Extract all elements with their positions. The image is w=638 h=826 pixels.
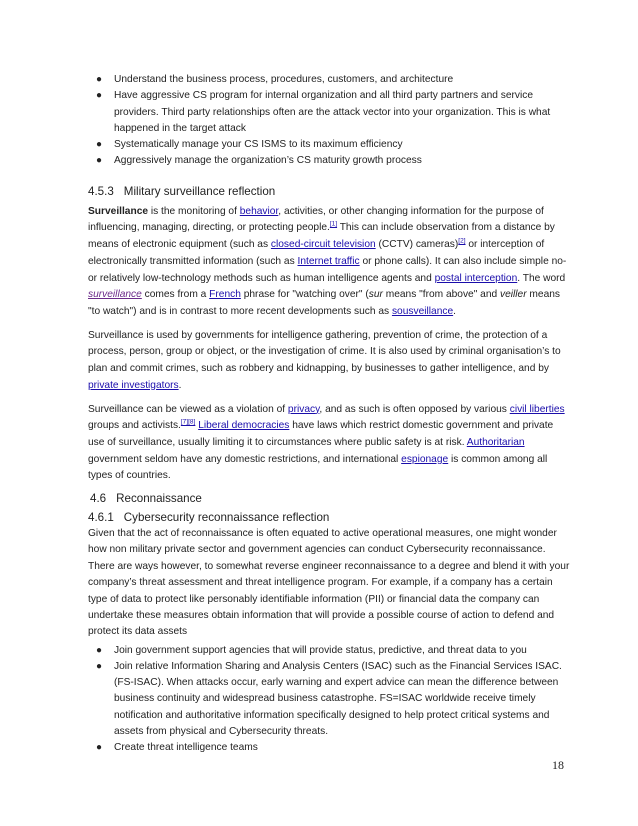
link-espionage[interactable]: espionage: [401, 453, 449, 465]
bullet-list-bottom: [88, 643, 570, 756]
link-authoritarian[interactable]: Authoritarian: [466, 436, 525, 448]
bullet-icon: ●: [96, 74, 103, 85]
list-item: ● Aggressively manage the organization’s CS maturity growth process: [88, 153, 570, 169]
bullet-icon: ●: [96, 139, 103, 151]
link-private-investigators[interactable]: private investigators: [88, 379, 179, 391]
link-internet-traffic[interactable]: Internet traffic: [297, 255, 360, 267]
list-item: ● Create threat intelligence teams: [88, 740, 570, 756]
link-liberal-democracies[interactable]: Liberal democracies: [198, 420, 290, 432]
citation-link[interactable]: [1]: [329, 221, 338, 229]
link-privacy[interactable]: privacy: [287, 403, 320, 415]
reconnaissance-paragraph: Given that the act of reconnaissance is often equated to active operational measures, one might wonder how non military private sector and government agencies can conduct Cybersecurity reconnaissance. There are ways however, to somewhat reverse engineer reconnaissance to a degree and blend it with your company’s threat assessment and threat intelligence program. For example, if a company has a certain type of data to protect like personably identifiable information (PII) or financial data the company can undertake these measures obtain information that will provide a possible course of action to defend and protect its data assets: [88, 528, 570, 638]
term-surveillance: Surveillance: [88, 205, 149, 217]
bullet-icon: ●: [96, 644, 103, 656]
bullet-icon: ●: [96, 661, 103, 673]
privacy-paragraph: Surveillance can be viewed as a violation of privacy, and as such is often opposed by various civil liberties groups and activists.[7][8] Liberal democracies have laws which restrict domestic government and private use of surveillance, usually limiting it to circumstances where public safety is at risk. Authoritarian government seldom have any domestic restrictions, and international espionage is common among all types of countries.: [88, 403, 565, 482]
page-number: 18: [552, 758, 564, 772]
section-heading-4-5-3: 4.5.3 Military surveillance reflection: [88, 184, 276, 198]
link-civil-liberties[interactable]: civil liberties: [509, 403, 565, 415]
list-item: ● Understand the business process, procedures, customers, and architecture: [88, 72, 570, 88]
list-item: ● Have aggressive CS program for internal organization and all third party partners and service providers. Third party relationships often are the attack vector into your organization. This is what happened in the target attack: [96, 90, 551, 134]
bullet-icon: ●: [96, 742, 103, 754]
page-content: [88, 72, 570, 756]
list-item: ● Systematically manage your CS ISMS to its maximum efficiency: [88, 137, 570, 153]
link-postal-interception[interactable]: postal interception: [434, 272, 518, 284]
link-surveillance[interactable]: surveillance: [88, 289, 142, 301]
uses-paragraph: Surveillance is used by governments for intelligence gathering, prevention of crime, the protection of a process, person, group or object, or the investigation of crime. It is also used by criminal organisation’s to plan and commit crimes, such as robbery and kidnapping, by businesses to gather intelligence, and by private investigators.: [88, 329, 561, 391]
link-french[interactable]: French: [209, 289, 241, 301]
link-sousveillance[interactable]: sousveillance: [391, 306, 454, 317]
citation-link[interactable]: [7][8]: [180, 418, 196, 426]
list-item: ● Join government support agencies that will provide status, predictive, and threat data to you: [88, 643, 570, 659]
bullet-icon: ●: [96, 155, 103, 167]
bullet-list-top: [88, 72, 570, 170]
list-item: ● Join relative Information Sharing and Analysis Centers (ISAC) such as the Financial Services ISAC. (FS-ISAC). When attacks occur, early warning and expert advice can mean the difference between business continuity and widespread business catastrophe. FS=ISAC worldwide receive timely notification and authoritative information specifically designed to help protect critical systems and assets from physical and Cybersecurity threats.: [96, 661, 562, 737]
bullet-icon: ●: [96, 90, 103, 102]
surveillance-paragraph: Surveillance is the monitoring of behavior, activities, or other changing information for the purpose of influencing, managing, directing, or protecting people.[1] This can include observation from a distance by means of electronic equipment (such as closed-circuit television (CCTV) cameras)[2] or interception of electronically transmitted information (such as Internet traffic or phone calls). It can also include simple no- or relatively low-technology methods such as human intelligence agents and postal interception. The word surveillance comes from a French phrase for "watching over" (sur means "from above" and veiller means "to watch") and is in contrast to more recent developments such as sousveillance.: [88, 205, 567, 317]
section-heading-4-6-1: 4.6.1 Cybersecurity reconnaissance reflection: [88, 511, 330, 525]
link-behavior[interactable]: behavior: [239, 205, 279, 217]
link-cctv[interactable]: closed-circuit television: [270, 239, 376, 251]
section-heading-4-6: 4.6 Reconnaissance: [90, 492, 202, 506]
citation-link[interactable]: [2]: [458, 237, 466, 245]
